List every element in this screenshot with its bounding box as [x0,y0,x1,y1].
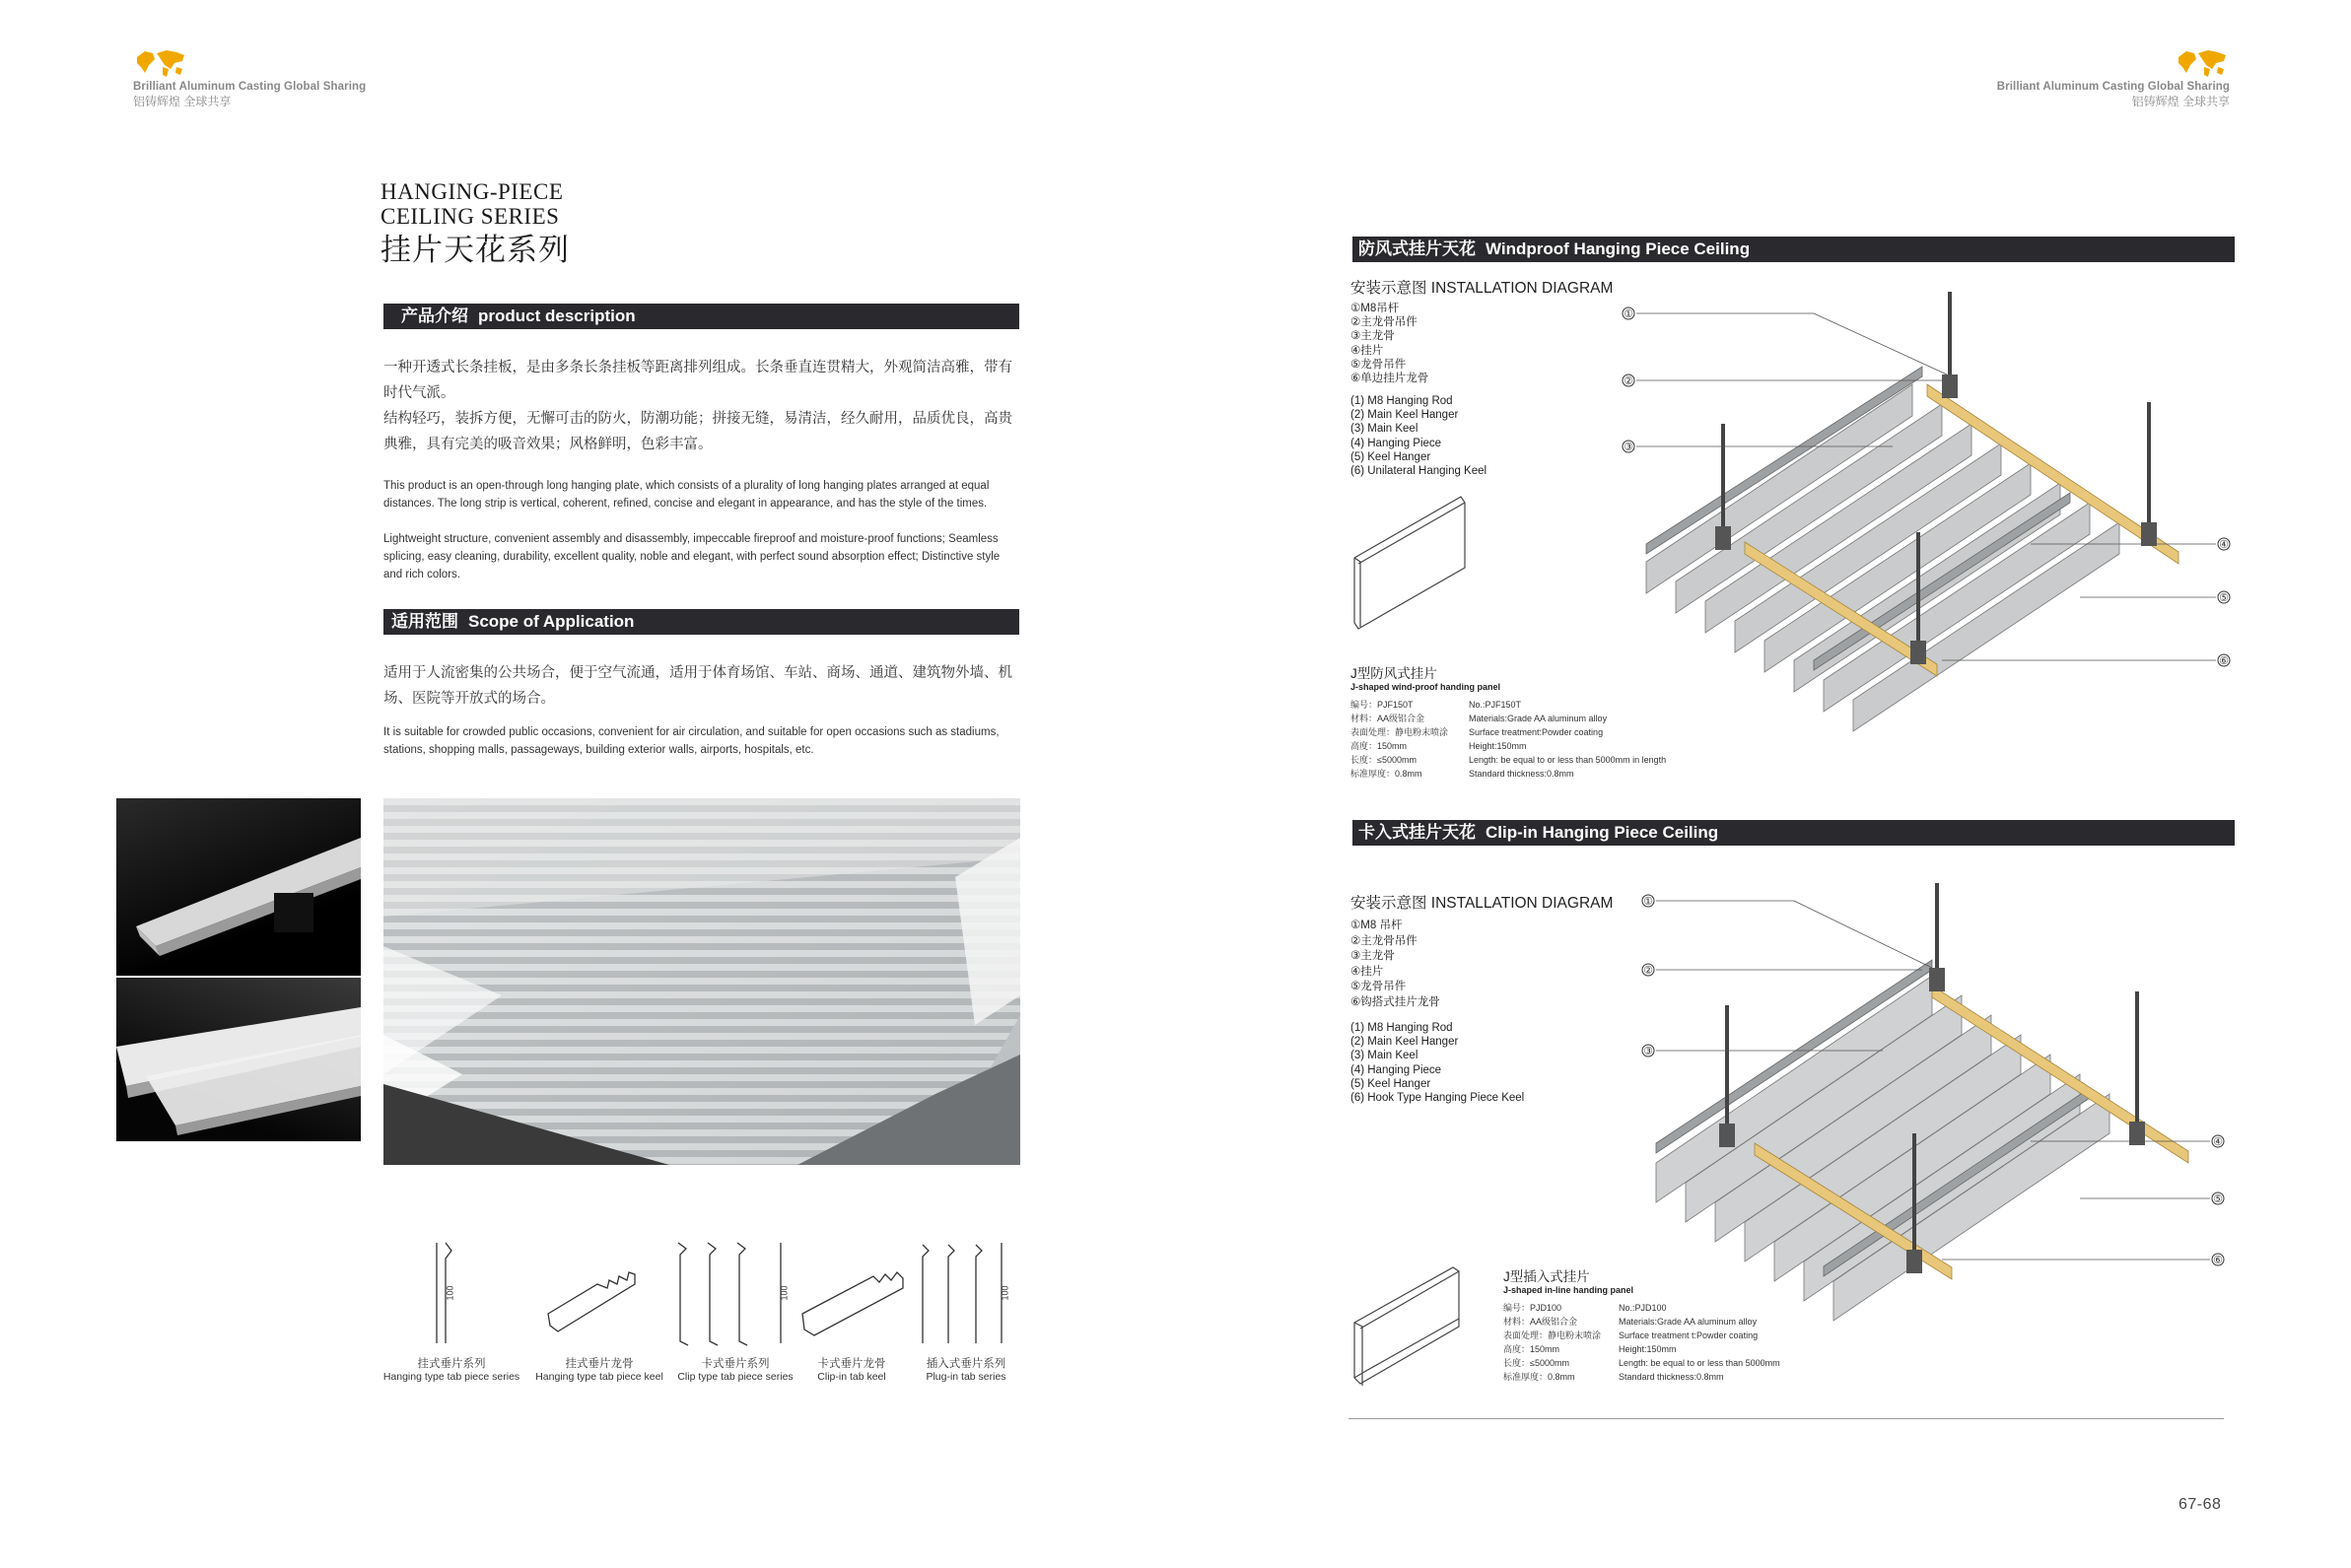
profile-label-5 [926,1355,1005,1383]
profile-label-2 [535,1355,663,1383]
spec-row: Materials:Grade AA aluminum alloy [1619,1317,1758,1327]
legend-item: (2) Main Keel Hanger [1350,1036,1459,1049]
product-description-cn-1: 一种开透式长条挂板，是由多条长条挂板等距离排列组成。长条垂直连贯精大，外观简洁高雅，带有时代气派。 [383,360,1012,401]
series-title-en-line1: HANGING-PIECE [380,179,564,204]
brand-logo-left [133,47,366,109]
callout-4: ④ [2219,539,2229,551]
profile-diagrams [380,1237,1021,1395]
legend-item: ②主龙骨吊件 [1350,934,1418,947]
callout-6: ⑥ [2213,1255,2223,1266]
legend-item: ③主龙骨 [1350,950,1395,962]
callout-3: ③ [1643,1046,1653,1057]
legend-item: (5) Keel Hanger [1350,1077,1431,1090]
product-description-header [383,304,1019,329]
legend-item: (3) Main Keel [1350,423,1418,436]
callout-5: ⑤ [2219,592,2229,604]
spec-row: 表面处理：静电粉末喷涂 [1503,1330,1602,1340]
slogan-cn: 铝铸辉煌 全球共享 [2131,95,2230,108]
callout-1: ① [1643,896,1653,908]
legend-item: ①M8 吊杆 [1350,920,1403,931]
page-number: 67-68 [2178,1496,2222,1513]
product-description-cn-2: 结构轻巧，装拆方便，无懈可击的防火，防潮功能；拼接无缝，易清洁，经久耐用，品质优良，高贵典雅，具有完美的吸音效果；风格鲜明，色彩丰富。 [383,411,1012,452]
legend-item: ④挂片 [1350,965,1384,978]
profile-label-1 [383,1355,519,1383]
windproof-panel-cn: J型防风式挂片 [1350,666,1437,681]
windproof-panel-caption [1350,662,1500,692]
scope-header [383,609,1019,635]
legend-item: ⑤龙骨吊件 [1350,358,1407,371]
spec-row: 标准厚度：0.8mm [1350,769,1422,779]
clipin-panel-en: J-shaped in-line handing panel [1503,1285,1634,1295]
clipin-spec-cn [1503,1301,1601,1384]
clipin-panel-drawing [1350,1263,1469,1392]
scope-cn: 适用于人流密集的公共场合，便于空气流通，适用于体育场馆、车站、商场、通道、建筑物外墙、机场、医院等开放式的场合。 [383,665,1012,707]
spec-row: Materials:Grade AA aluminum alloy [1469,714,1608,723]
slogan-cn: 铝铸辉煌 全球共享 [133,95,232,108]
clipin-panel-cn: J型插入式挂片 [1503,1269,1590,1284]
profile-label-5-cn: 插入式垂片系列 [926,1358,1006,1370]
callout-2: ② [1624,375,1633,387]
legend-item: ④挂片 [1350,344,1384,357]
legend-item: (1) M8 Hanging Rod [1350,1022,1453,1034]
scope-en: It is suitable for crowded public occasions, convenient for air circulation, and suitable for open occasions such as stadiums, stations, shopping malls, passageways, building exterior walls, airports, hospitals, etc. [383,726,1000,756]
profile-drawings [380,1237,1021,1355]
slogan-en: Brilliant Aluminum Casting Global Sharing [1996,81,2230,93]
profile-label-3 [677,1355,793,1383]
legend-item: (4) Hanging Piece [1350,437,1442,449]
legend-item: ⑥钩搭式挂片龙骨 [1350,995,1440,1008]
spec-row: 高度：150mm [1350,741,1408,751]
spec-row: Height:150mm [1469,741,1527,751]
windproof-panel-drawing [1350,493,1479,631]
spec-row: 表面处理：静电粉末喷涂 [1350,727,1449,737]
legend-item: (1) M8 Hanging Rod [1350,395,1453,407]
legend-item: (6) Hook Type Hanging Piece Keel [1350,1092,1525,1105]
profile-label-3-cn: 卡式垂片系列 [701,1358,770,1370]
profile-label-4-cn: 卡式垂片龙骨 [817,1358,886,1370]
profile-label-2-en: Hanging type tab piece keel [535,1371,663,1383]
profile-label-4 [817,1355,885,1383]
windproof-header-en: Windproof Hanging Piece Ceiling [1486,239,1751,258]
legend-item: (3) Main Keel [1350,1050,1418,1062]
profile-label-2-cn: 挂式垂片龙骨 [565,1358,634,1370]
callout-6: ⑥ [2219,655,2229,667]
spec-row: Surface treatment t:Powder coating [1619,1330,1759,1340]
windproof-installation-diagram [1617,286,2247,739]
clipin-header-cn: 卡入式挂片天花 [1358,823,1476,842]
profile-label-1-en: Hanging type tab piece series [382,1371,520,1383]
ceiling-installation-photo [383,798,1020,1165]
legend-item: (5) Keel Hanger [1350,450,1431,463]
spec-row: Length: be equal to or less than 5000mm [1619,1358,1780,1368]
spec-row: Standard thickness:0.8mm [1619,1372,1724,1382]
clipin-legend-en [1350,1021,1524,1105]
callout-3: ③ [1624,442,1633,453]
windproof-header [1352,237,2235,262]
spec-row: Surface treatment:Powder coating [1469,727,1604,737]
spec-row: 编号：PJF150T [1350,700,1414,710]
profile-label-3-en: Clip type tab piece series [677,1371,794,1383]
legend-item: ⑤龙骨吊件 [1350,981,1407,992]
spec-row: 材料：AA级铝合金 [1503,1317,1578,1327]
spec-row: Length: be equal to or less than 5000mm in length [1469,755,1667,765]
brand-logo-right [1991,47,2230,109]
profile-dim-1: 100 [445,1285,455,1301]
series-title-cn: 挂片天花系列 [380,233,570,267]
profile-dim-5: 100 [1000,1285,1010,1301]
windproof-spec-cn [1350,698,1448,781]
legend-item: ⑥单边挂片龙骨 [1350,373,1429,385]
series-title-en-line2: CEILING SERIES [380,204,560,229]
scope-header-cn: 适用范围 [391,612,458,631]
callout-2: ② [1643,965,1653,977]
windproof-diagram-title: 安装示意图 INSTALLATION DIAGRAM [1350,280,1614,297]
profile-label-4-en: Clip-in tab keel [817,1371,886,1383]
clipin-header [1352,820,2235,846]
windproof-panel-en: J-shaped wind-proof handing panel [1350,682,1500,692]
product-description-en-1: This product is an open-through long hanging plate, which consists of a plurality of long hanging plates arranged at equal distances. The long strip is vertical, coherent, refined, concise and elegant in appearance, and has the style of the times. [383,480,990,510]
spec-row: 材料：AA级铝合金 [1350,714,1425,723]
globe-logo-icon [2175,47,2230,81]
product-description-en-2: Lightweight structure, convenient assembly and disassembly, impeccable fireproof and moisture-proof functions; Seamless splicing, easy cleaning, durability, excellent quality, noble and elegant, with perfect sound absorption effect; Distinctive style and rich colors. [383,533,1001,580]
callout-4: ④ [2213,1136,2223,1148]
clipin-installation-diagram [1636,877,2247,1340]
windproof-header-cn: 防风式挂片天花 [1358,239,1476,258]
windproof-legend-en [1350,394,1487,478]
spec-row: No.:PJD100 [1619,1303,1667,1313]
product-photo-dark-1 [116,798,361,976]
profile-label-5-en: Plug-in tab series [926,1371,1006,1383]
legend-item: (2) Main Keel Hanger [1350,409,1459,422]
windproof-legend-cn [1350,302,1428,385]
series-title [380,179,570,270]
legend-item: (4) Hanging Piece [1350,1063,1442,1076]
product-description-header-cn: 产品介绍 [401,307,468,325]
legend-item: ①M8吊杆 [1350,303,1400,314]
callout-5: ⑤ [2213,1193,2223,1205]
spec-row: 长度：≤5000mm [1350,755,1417,765]
spec-row: Height:150mm [1619,1344,1677,1354]
clipin-diagram-title: 安装示意图 INSTALLATION DIAGRAM [1350,895,1614,912]
page-divider [1348,1418,2224,1419]
clipin-panel-caption [1503,1265,1633,1295]
clipin-header-en: Clip-in Hanging Piece Ceiling [1486,823,1719,842]
clipin-legend-cn [1350,919,1440,1010]
slogan-en: Brilliant Aluminum Casting Global Sharing [133,81,367,93]
spec-row: 编号：PJD100 [1503,1303,1562,1313]
legend-item: ③主龙骨 [1350,330,1395,343]
product-photo-dark-2 [116,978,361,1141]
scope-header-en: Scope of Application [468,612,635,631]
spec-row: 标准厚度：0.8mm [1503,1372,1575,1382]
profile-dim-3: 100 [779,1285,790,1301]
globe-logo-icon [133,47,188,81]
profile-label-1-cn: 挂式垂片系列 [417,1358,486,1370]
spec-row: Standard thickness:0.8mm [1469,769,1574,779]
callout-1: ① [1624,308,1633,320]
spec-row: 长度：≤5000mm [1503,1358,1569,1368]
spec-row: 高度：150mm [1503,1344,1560,1354]
product-description-header-en: product description [478,307,636,325]
legend-item: ②主龙骨吊件 [1350,316,1418,329]
legend-item: (6) Unilateral Hanging Keel [1350,465,1487,478]
spec-row: No.:PJF150T [1469,700,1522,710]
